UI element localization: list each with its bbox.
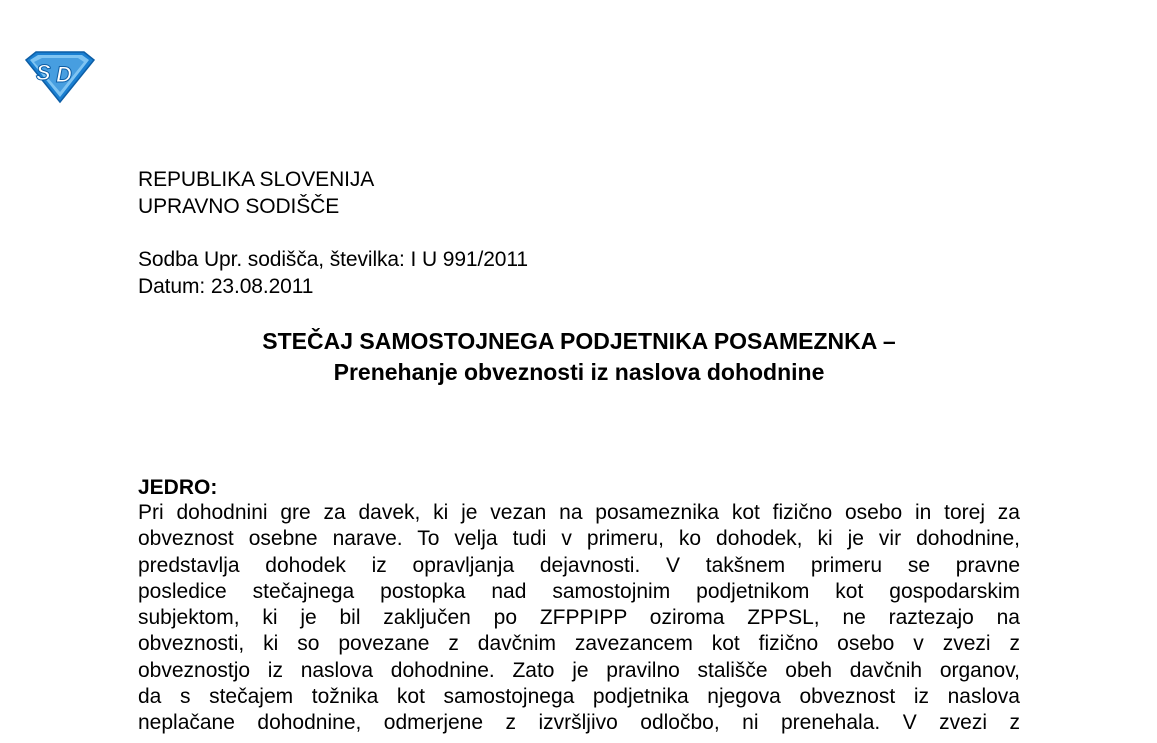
body-line: neplačane dohodnine, odmerjene z izvršljivo odločbo, ni prenehala. V zvezi z — [138, 711, 1020, 735]
title-line-1: STEČAJ SAMOSTOJNEGA PODJETNIKA POSAMEZNKA – — [262, 328, 896, 354]
country-name: REPUBLIKA SLOVENIJA — [138, 168, 375, 191]
jedro-heading: JEDRO: — [138, 476, 218, 499]
sd-logo-icon — [22, 50, 96, 104]
case-reference — [138, 246, 528, 300]
document-title — [138, 326, 1020, 388]
body-line: obveznosti, ki so povezane z davčnim zavezancem kot fizično osebo v zvezi z — [138, 632, 1020, 656]
court-header — [138, 166, 374, 220]
body-line: obveznost osebne narave. To velja tudi v primeru, ko dohodek, ki je vir dohodnine, — [138, 527, 1020, 551]
body-line: subjektom, ki je bil zaključen po ZFPPIPP oziroma ZPPSL, ne raztezajo na — [138, 606, 1020, 630]
body-line: Pri dohodnini gre za davek, ki je vezan na posameznika kot fizično osebo in torej za — [138, 501, 1020, 524]
title-line-2: Prenehanje obveznosti iz naslova dohodnine — [333, 359, 825, 385]
case-date: Datum: 23.08.2011 — [138, 275, 314, 298]
body-line: obveznostjo iz naslova dohodnine. Zato je pravilno stališče obeh davčnih organov, — [138, 658, 1020, 682]
court-name: UPRAVNO SODIŠČE — [138, 195, 340, 218]
body-line: posledice stečajnega postopka nad samostojnim podjetnikom kot gospodarskim — [138, 579, 1020, 603]
jedro-body — [138, 500, 1020, 737]
svg-text:S: S — [36, 60, 51, 85]
case-number: Sodba Upr. sodišča, številka: I U 991/2011 — [138, 248, 528, 271]
svg-text:D: D — [56, 62, 72, 87]
body-line: da s stečajem tožnika kot samostojnega podjetnika njegova obveznost iz naslova — [138, 685, 1020, 709]
body-line: predstavlja dohodek iz opravljanja dejavnosti. V takšnem primeru se pravne — [138, 553, 1020, 577]
